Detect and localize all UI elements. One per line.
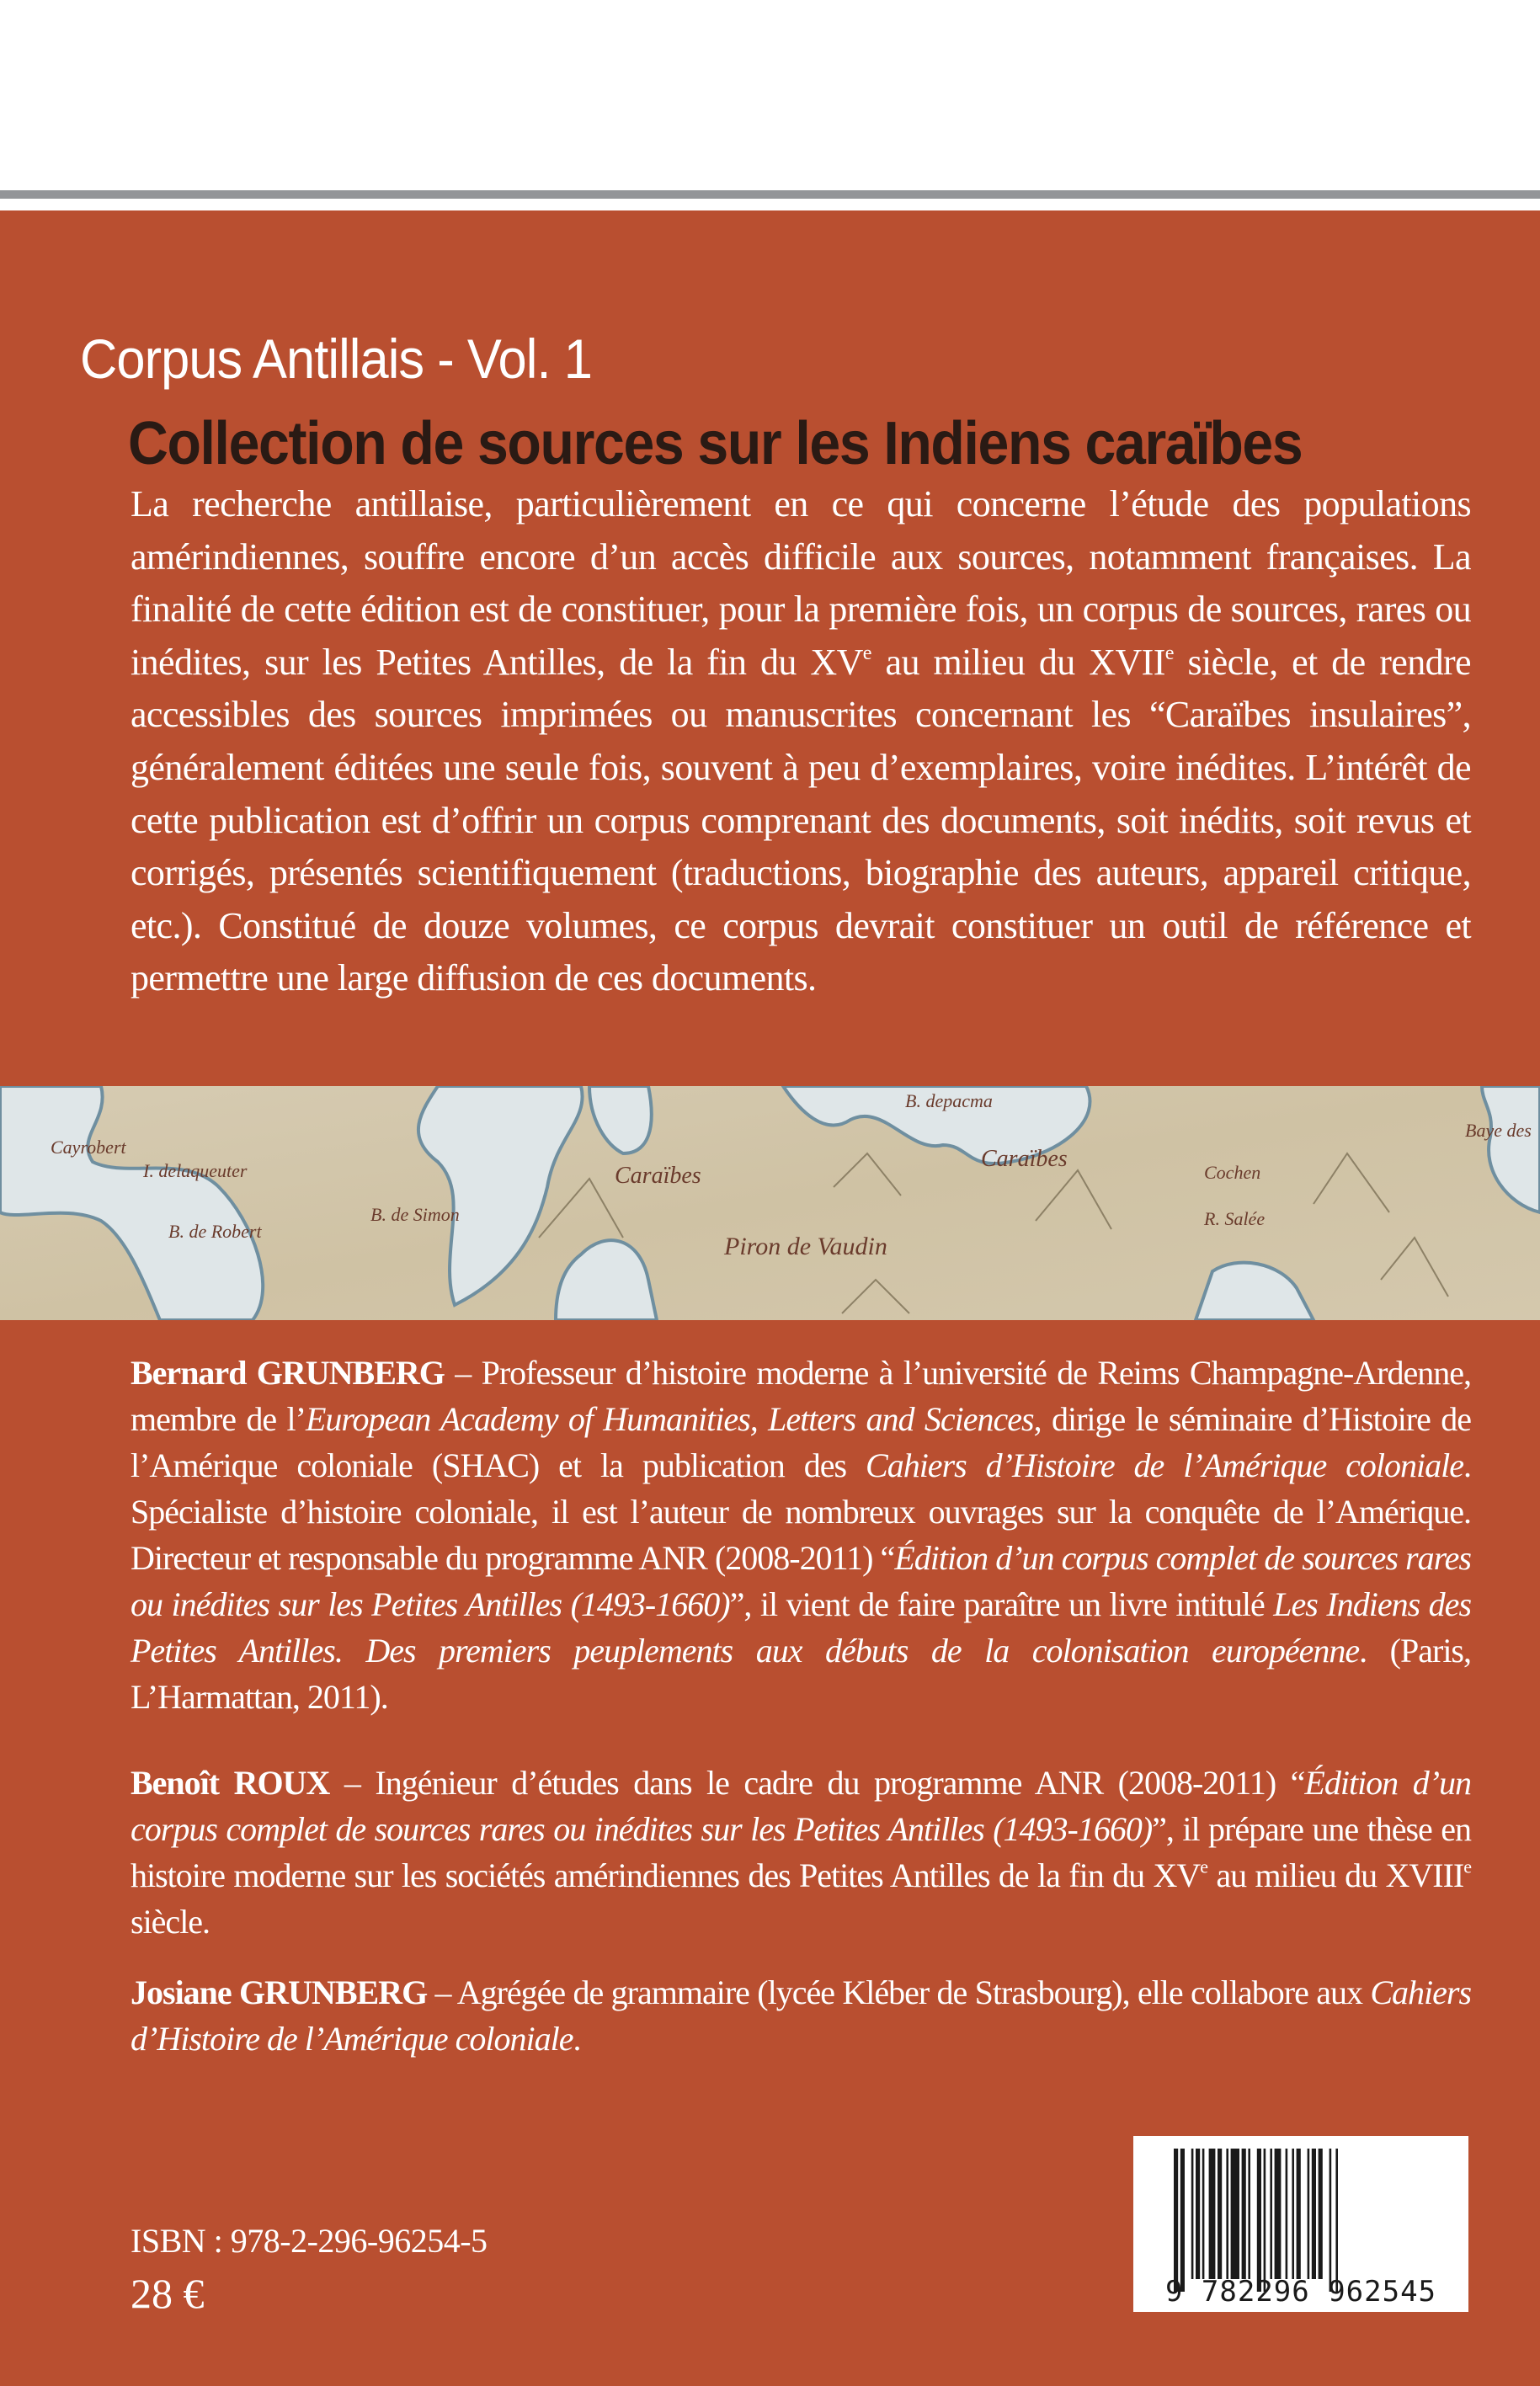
barcode-bar <box>1270 2149 1272 2279</box>
top-margin <box>0 0 1540 190</box>
bio-text: siècle. <box>131 1903 210 1941</box>
bio-text: au milieu du XVIII <box>1207 1856 1464 1894</box>
map-label: Caraïbes <box>981 1146 1068 1172</box>
author-name: Bernard GRUNBERG <box>131 1354 445 1392</box>
barcode-bar <box>1202 2149 1205 2279</box>
barcode-bar <box>1297 2149 1301 2279</box>
barcode-bar <box>1174 2149 1178 2292</box>
summary-text: au milieu du XVII <box>871 641 1165 683</box>
barcode-bar <box>1319 2149 1323 2279</box>
map-label: Piron de Vaudin <box>724 1233 887 1260</box>
barcode-bar <box>1226 2149 1228 2279</box>
barcode-bar <box>1242 2149 1246 2279</box>
barcode-bar <box>1275 2149 1282 2279</box>
author-bio-benoit-roux <box>131 1760 1471 1945</box>
bio-text: . (Paris, L’Harmattan, 2011). <box>131 1632 1471 1716</box>
bio-italic: Édition d’un corpus complet de sources rares ou inédites sur les Petites Antilles (1493-1660) <box>131 1764 1472 1848</box>
bio-text: , dirige le séminaire d’Histoire de l’Amérique coloniale (SHAC) et la publication des <box>131 1400 1471 1484</box>
barcode-bar <box>1264 2149 1266 2292</box>
summary-text: La recherche antillaise, particulièrement en ce qui concerne l’étude des populations amérindiennes, souffre encore d’un accès difficile aux sources, notamment françaises. La finalité de cette édition est de constituer, pour la première fois, un corpus de sources, rares ou inédites, sur les Petites Antilles, de la fin du XV <box>131 483 1471 683</box>
barcode-bars <box>1174 2149 1338 2292</box>
map-label: Caraïbes <box>615 1163 701 1189</box>
author-name: Benoît ROUX <box>131 1764 330 1802</box>
map-label: B. depacma <box>905 1090 993 1111</box>
barcode-bar <box>1257 2149 1261 2292</box>
bio-text: – Professeur d’histoire moderne à l’université de Reims Champagne-Ardenne, membre de l’ <box>131 1354 1471 1438</box>
barcode-bar <box>1330 2149 1332 2292</box>
summary-text: siècle, et de rendre accessibles des sources imprimées ou manuscrites concernant les “Caraïbes insulaires”, généralement éditées une seule fois, souvent à peu d’exemplaires, voire inédites. L’intérêt de cette publication est d’offrir un corpus comprenant des documents, soit inédits, soit revus et corrigés, présentés scientifiquement (traductions, biographie des auteurs, appareil critique, etc.). Constitué de douze volumes, ce corpus devrait constituer un outil de référence et permettre une large diffusion de ces documents. <box>131 641 1471 999</box>
map-label: Baye des <box>1465 1120 1532 1141</box>
collection-subtitle: Collection de sources sur les Indiens caraïbes <box>128 410 1303 477</box>
barcode-bar <box>1231 2149 1239 2279</box>
superscript: e <box>1164 641 1174 664</box>
author-bio-bernard-grunberg <box>131 1350 1471 1720</box>
bio-italic: European Academy of Humanities, Letters and Sciences <box>305 1400 1034 1438</box>
superscript: e <box>1200 1856 1208 1877</box>
superscript: e <box>862 641 871 664</box>
superscript: e <box>1463 1856 1471 1877</box>
barcode <box>1133 2136 1468 2312</box>
bio-text: – Agrégée de grammaire (lycée Kléber de Strasbourg), elle collabore aux <box>427 1973 1371 2011</box>
barcode-bar <box>1312 2149 1316 2279</box>
bio-text: ”, il prépare une thèse en histoire moderne sur les sociétés amérindiennes des Petites Antilles de la fin du XV <box>131 1810 1471 1894</box>
author-name: Josiane GRUNBERG <box>131 1973 428 2011</box>
map-label: B. de Simon <box>370 1204 460 1225</box>
barcode-bar <box>1248 2149 1250 2279</box>
historic-map-image <box>0 1086 1540 1320</box>
bio-text: – Ingénieur d’études dans le cadre du programme ANR (2008-2011) “ <box>329 1764 1305 1802</box>
barcode-bar <box>1308 2149 1310 2279</box>
price: 28 € <box>131 2270 205 2317</box>
author-bio-josiane-grunberg <box>131 1969 1471 2062</box>
bio-italic: Édition d’un corpus complet de sources rares ou inédites sur les Petites Antilles (1493-1660) <box>131 1539 1472 1623</box>
bio-italic: Cahiers d’Histoire de l’Amérique coloniale <box>131 1973 1472 2058</box>
barcode-bar <box>1180 2149 1185 2292</box>
isbn: ISBN : 978-2-296-96254-5 <box>131 2222 488 2260</box>
bio-text: . Spécialiste d’histoire coloniale, il est l’auteur de nombreux ouvrages sur la conquête de l’Amérique. Directeur et responsable du programme ANR (2008-2011) “ <box>131 1446 1471 1577</box>
bio-italic: Les Indiens des Petites Antilles. Des premiers peuplements aux débuts de la colonisation européenne <box>131 1585 1472 1670</box>
map-label: B. de Robert <box>168 1221 262 1242</box>
barcode-bar <box>1209 2149 1216 2279</box>
map-label: R. Salée <box>1204 1208 1266 1229</box>
barcode-bar <box>1196 2149 1200 2279</box>
map-label: I. delaqueuter <box>143 1160 248 1181</box>
barcode-bar <box>1191 2149 1194 2279</box>
map-label: Cochen <box>1204 1162 1261 1183</box>
bio-italic: Cahiers d’Histoire de l’Amérique coloniale <box>866 1446 1463 1484</box>
bio-text: . <box>573 2020 581 2058</box>
series-title: Corpus Antillais - Vol. 1 <box>80 328 592 390</box>
barcode-bar <box>1292 2149 1294 2279</box>
barcode-bar <box>1218 2149 1222 2279</box>
barcode-bar <box>1335 2149 1338 2292</box>
map-label: Cayrobert <box>51 1137 126 1158</box>
gray-rule-divider <box>0 190 1540 199</box>
summary-paragraph <box>131 478 1471 1005</box>
barcode-digits: 9 782296 962545 <box>1164 2275 1437 2309</box>
barcode-bar <box>1286 2149 1288 2279</box>
bio-text: ”, il vient de faire paraître un livre intitulé <box>729 1585 1274 1623</box>
